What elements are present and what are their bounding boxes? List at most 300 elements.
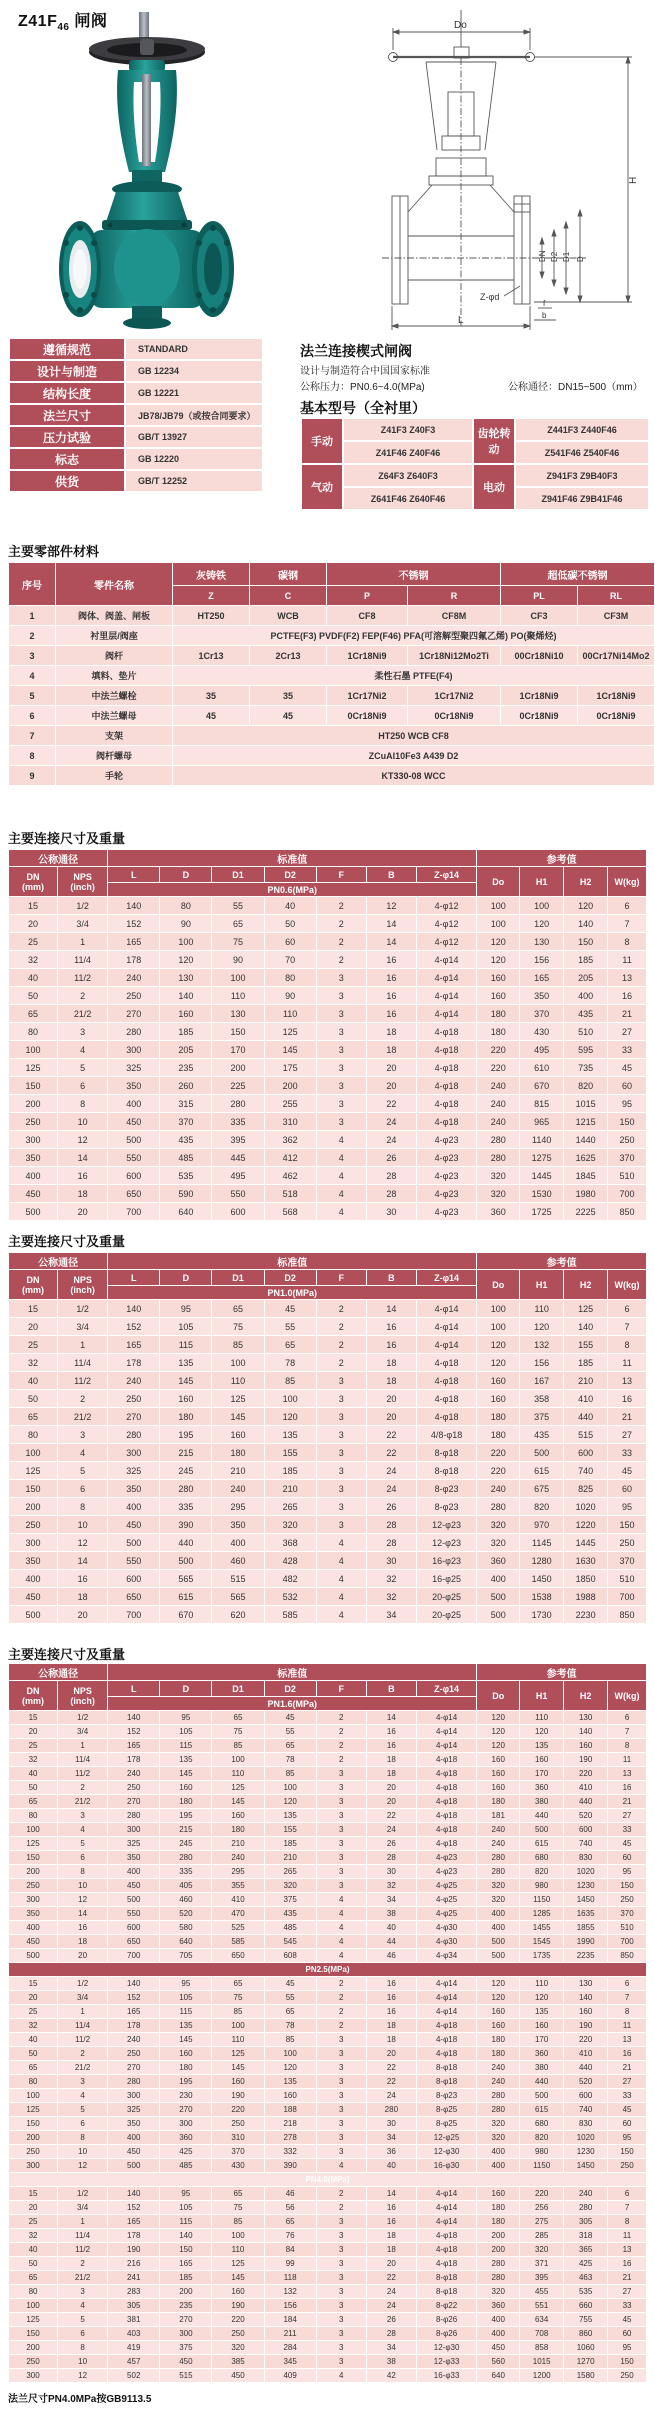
cell: 3 — [317, 2215, 366, 2228]
cell: 3 — [317, 2131, 366, 2144]
cell: 270 — [108, 1005, 159, 1022]
cell: 8-φ23 — [417, 2089, 476, 2102]
cell: 46 — [367, 1949, 416, 1962]
cell: 430 — [212, 2159, 263, 2172]
cell: 3 — [317, 1023, 366, 1040]
cell-material: 1Cr18Ni12Mo2Ti — [408, 646, 500, 665]
cell: 250 — [9, 1113, 57, 1130]
cell: 11/2 — [58, 969, 107, 986]
cell: 2 — [58, 987, 107, 1004]
table-header-row — [9, 867, 646, 882]
cell: 250 — [9, 2355, 57, 2368]
cell: 145 — [212, 2061, 263, 2074]
cell: 3 — [317, 1444, 366, 1461]
standard-label: 结构长度 — [10, 383, 124, 403]
cell: 8 — [608, 2215, 646, 2228]
cell: 20-φ25 — [417, 1606, 476, 1623]
cell: 16-φ30 — [417, 2159, 476, 2172]
cell: 115 — [160, 2005, 211, 2018]
cell: 22 — [367, 1809, 416, 1822]
cell: 370 — [520, 1005, 563, 1022]
table-row — [9, 2257, 646, 2270]
cell: 40 — [9, 2243, 57, 2256]
page-title-name: 闸阀 — [74, 13, 108, 30]
cell: 1060 — [564, 2341, 607, 2354]
cell: 12-φ25 — [417, 2131, 476, 2144]
dim-table-pn06 — [8, 849, 647, 1221]
cell: 4-φ18 — [417, 1041, 476, 1058]
cell: 4 — [58, 2299, 107, 2312]
dim-table-title: 主要连接尺寸及重量 — [8, 1647, 126, 1662]
hdr-Do: Do — [477, 1270, 519, 1299]
cell: 360 — [160, 2131, 211, 2144]
cell: 200 — [212, 1059, 263, 1076]
cell: 250 — [212, 2117, 263, 2130]
cell: 700 — [108, 1203, 159, 1220]
cell: 500 — [108, 1893, 159, 1906]
cell: 1 — [58, 1336, 107, 1353]
cell: 3 — [317, 2327, 366, 2340]
cell-material: 00Cr18Ni10 — [501, 646, 577, 665]
cell: 20 — [367, 1059, 416, 1076]
cell: 6 — [58, 2327, 107, 2340]
cell: 320 — [477, 1534, 519, 1551]
cell: 11 — [608, 2229, 646, 2242]
cell: 11 — [608, 1354, 646, 1371]
cell: 405 — [160, 1879, 211, 1892]
cell: 11 — [608, 951, 646, 968]
cell: 3 — [317, 1462, 366, 1479]
cell: 185 — [564, 951, 607, 968]
cell: 320 — [477, 1893, 519, 1906]
cell: 250 — [108, 2047, 159, 2060]
cell: 280 — [564, 2201, 607, 2214]
cell: 7 — [608, 1725, 646, 1738]
cell: 80 — [9, 1809, 57, 1822]
cell: 4 — [317, 1185, 366, 1202]
cell: 6 — [608, 1711, 646, 1724]
table-row — [9, 987, 646, 1004]
cell-material: 45 — [250, 706, 326, 725]
hdr-dn-text: DN — [26, 1685, 40, 1696]
standard-value: JB78/JB79（或按合同要求） — [126, 405, 262, 425]
cell: 100 — [9, 2299, 57, 2312]
cell: 130 — [212, 1005, 263, 1022]
cell: 45 — [608, 1059, 646, 1076]
cell: 120 — [265, 1795, 316, 1808]
cell: 820 — [564, 1077, 607, 1094]
cell: 14 — [58, 1552, 107, 1569]
table-row — [9, 1336, 646, 1353]
cell: 210 — [212, 1462, 263, 1479]
cell: 10 — [58, 1879, 107, 1892]
hdr-D2: D2 — [265, 1270, 316, 1285]
cell: 608 — [265, 1949, 316, 1962]
cell: 2 — [317, 897, 366, 914]
cell: 4 — [317, 1606, 366, 1623]
cell: 156 — [265, 2299, 316, 2312]
table-row — [9, 2005, 646, 2018]
table-row — [9, 951, 646, 968]
cell: 700 — [608, 1588, 646, 1605]
cell: 4-φ18 — [417, 1113, 476, 1130]
hdr-dn — [9, 1681, 57, 1710]
pn-band: PN1.6(MPa) — [108, 1697, 476, 1710]
cell: 165 — [108, 1336, 159, 1353]
cell: 305 — [564, 2215, 607, 2228]
table-row — [9, 969, 646, 986]
table-row — [10, 361, 262, 381]
cell: 1275 — [520, 1149, 563, 1166]
cell: 450 — [477, 2341, 519, 2354]
cell: 280 — [108, 1426, 159, 1443]
cell: 256 — [520, 2201, 563, 2214]
cell: 450 — [9, 1935, 57, 1948]
table-row — [9, 1977, 646, 1990]
cell: 120 — [477, 951, 519, 968]
cell: 32 — [9, 1354, 57, 1371]
cell: 510 — [608, 1167, 646, 1184]
cell: 178 — [108, 951, 159, 968]
cell: 4-φ12 — [417, 933, 476, 950]
cell: 615 — [520, 1462, 563, 1479]
cell: 1/2 — [58, 2187, 107, 2200]
cell: 500 — [9, 1203, 57, 1220]
cell: 20 — [58, 1203, 107, 1220]
cell: 210 — [265, 1480, 316, 1497]
hdr-nps-unit: (inch) — [70, 1284, 95, 1295]
cell: 755 — [564, 2313, 607, 2326]
cell: 125 — [9, 1059, 57, 1076]
cell: 4-φ25 — [417, 1907, 476, 1920]
cell: 65 — [212, 915, 263, 932]
cell: 56 — [265, 2201, 316, 2214]
cell: 545 — [265, 1935, 316, 1948]
cell: 4-φ18 — [417, 1354, 476, 1371]
cell: 250 — [108, 987, 159, 1004]
cell: 140 — [108, 1711, 159, 1724]
cell: 300 — [108, 1444, 159, 1461]
cell: 3/4 — [58, 1725, 107, 1738]
cell: 105 — [160, 1991, 211, 2004]
cell: 435 — [160, 1131, 211, 1148]
cell: 4-φ18 — [417, 1809, 476, 1822]
cell: 400 — [477, 2313, 519, 2326]
cell: 8-φ18 — [417, 2075, 476, 2088]
cell: 25 — [9, 2215, 57, 2228]
dim-table-pn10 — [8, 1252, 647, 1624]
cell-material: 1Cr18Ni9 — [501, 686, 577, 705]
cell: 965 — [520, 1113, 563, 1130]
cell: 440 — [520, 1809, 563, 1822]
cell: 600 — [564, 1444, 607, 1461]
cell: 240 — [477, 1077, 519, 1094]
hdr-D2: D2 — [265, 867, 316, 882]
cell: 14 — [367, 1711, 416, 1724]
cell: 360 — [477, 1552, 519, 1569]
cell: 2 — [317, 933, 366, 950]
cell: 90 — [212, 951, 263, 968]
cell: 2 — [317, 2201, 366, 2214]
hdr-Z: Z-φ14 — [417, 1270, 476, 1285]
cell: 75 — [212, 1725, 263, 1738]
cell: 250 — [108, 1390, 159, 1407]
cell: 10 — [58, 2355, 107, 2368]
cell: 180 — [212, 1444, 263, 1461]
table-row — [9, 1408, 646, 1425]
cell: 18 — [367, 1023, 416, 1040]
cell: 11/4 — [58, 951, 107, 968]
hdr-Do: Do — [477, 867, 519, 896]
cell: 160 — [477, 1781, 519, 1794]
cell-material-span: KT330-08 WCC — [173, 766, 654, 785]
cell: 18 — [367, 1354, 416, 1371]
cell: 12-φ23 — [417, 1516, 476, 1533]
cell: 18 — [367, 2243, 416, 2256]
cell: 4 — [317, 1534, 366, 1551]
cell: 24 — [367, 2089, 416, 2102]
cell: 585 — [265, 1606, 316, 1623]
cell: 325 — [108, 1837, 159, 1850]
hdr-F: F — [317, 1681, 366, 1696]
cell: 120 — [520, 1991, 563, 2004]
cell: 132 — [265, 2285, 316, 2298]
cell: 185 — [160, 2271, 211, 2284]
cell: 16 — [367, 969, 416, 986]
cell: 120 — [477, 1739, 519, 1752]
cell: 18 — [58, 1588, 107, 1605]
table-row — [9, 2327, 646, 2340]
cell: 1630 — [564, 1552, 607, 1569]
cell: 500 — [108, 1534, 159, 1551]
hdr-D2: D2 — [265, 1681, 316, 1696]
cell: 380 — [520, 1795, 563, 1808]
cell: 450 — [108, 1113, 159, 1130]
cell: 360 — [477, 2299, 519, 2312]
cell: 135 — [160, 1354, 211, 1371]
cell: 184 — [265, 2313, 316, 2326]
cell: 12 — [58, 2159, 107, 2172]
hdr-F: F — [317, 867, 366, 882]
yoke — [117, 60, 177, 172]
cell: 450 — [160, 2355, 211, 2368]
table-row — [9, 1552, 646, 1569]
cell: 284 — [265, 2341, 316, 2354]
cell: 370 — [212, 2145, 263, 2158]
cell: 12 — [58, 2369, 107, 2382]
cell: 24 — [367, 2285, 416, 2298]
cell-no: 5 — [9, 686, 55, 705]
cell: 2 — [317, 1336, 366, 1353]
cell: 350 — [108, 1851, 159, 1864]
cell: 4-φ18 — [417, 1077, 476, 1094]
cell: 615 — [520, 1837, 563, 1850]
cell: 152 — [108, 915, 159, 932]
cell: 500 — [9, 1606, 57, 1623]
cell: 210 — [212, 1837, 263, 1850]
cell: 195 — [160, 1426, 211, 1443]
cell: 390 — [160, 1516, 211, 1533]
cell: 485 — [160, 1149, 211, 1166]
cell: 495 — [520, 1041, 563, 1058]
hdr-dn — [9, 867, 57, 896]
models-table — [300, 417, 650, 511]
cell: 335 — [160, 1865, 211, 1878]
cell: 220 — [520, 2187, 563, 2200]
cell: 11/2 — [58, 1767, 107, 1780]
cell: 495 — [212, 1167, 263, 1184]
cell: 14 — [58, 1149, 107, 1166]
cell: 640 — [160, 1203, 211, 1220]
col-grey-iron: 灰铸铁 — [173, 563, 249, 585]
cell: 240 — [212, 1851, 263, 1864]
cell: 11/4 — [58, 2229, 107, 2242]
cell: 18 — [58, 1185, 107, 1202]
cell: 1015 — [564, 1095, 607, 1112]
cell: 425 — [160, 2145, 211, 2158]
cell: 140 — [160, 987, 211, 1004]
pn-band-row — [9, 2173, 646, 2186]
cell: 100 — [9, 2089, 57, 2102]
cell: 280 — [477, 2271, 519, 2284]
cell: 8 — [608, 933, 646, 950]
cell: 22 — [367, 1095, 416, 1112]
hdr-D1: D1 — [212, 1681, 263, 1696]
cell: 400 — [9, 1167, 57, 1184]
cell: 21/2 — [58, 1408, 107, 1425]
cell: 18 — [367, 2229, 416, 2242]
cell: 16 — [58, 1921, 107, 1934]
cell: 205 — [160, 1041, 211, 1058]
cell: 3 — [317, 2243, 366, 2256]
standard-value: GB 12220 — [126, 449, 262, 469]
cell: 135 — [160, 2019, 211, 2032]
cell: 4 — [317, 1552, 366, 1569]
cell: 4-φ14 — [417, 1991, 476, 2004]
cell: 4-φ14 — [417, 1977, 476, 1990]
cell: 11/2 — [58, 1372, 107, 1389]
cell: 65 — [9, 1005, 57, 1022]
cell: 33 — [608, 1823, 646, 1836]
cell: 100 — [477, 915, 519, 932]
cell: 165 — [520, 969, 563, 986]
cell: 65 — [212, 1711, 263, 1724]
cell: 13 — [608, 2033, 646, 2046]
cell: 15 — [9, 1711, 57, 1724]
table-row — [9, 646, 654, 665]
cell: 565 — [160, 1570, 211, 1587]
cell: 8 — [608, 2005, 646, 2018]
cell: 615 — [160, 1588, 211, 1605]
cell: 220 — [212, 2313, 263, 2326]
cell: 4-φ14 — [417, 1005, 476, 1022]
cell: 165 — [108, 933, 159, 950]
cell: 95 — [160, 1300, 211, 1317]
cell: 18 — [367, 2019, 416, 2032]
cell: 4 — [317, 2369, 366, 2382]
hdr-nominal-bore: 公称通径 — [9, 1664, 107, 1680]
cell: 14 — [58, 1907, 107, 1920]
cell: 160 — [160, 1005, 211, 1022]
cell: 4-φ14 — [417, 2215, 476, 2228]
cell: 371 — [520, 2257, 563, 2270]
cell: 240 — [108, 1372, 159, 1389]
cell: 150 — [608, 1113, 646, 1130]
hdr-dn-unit: (mm) — [22, 1284, 45, 1295]
table-row — [9, 1167, 646, 1184]
cell: 100 — [212, 1354, 263, 1371]
cell: 1150 — [520, 2159, 563, 2172]
cell: 600 — [212, 1203, 263, 1220]
cell: 150 — [9, 2117, 57, 2130]
cell: 180 — [477, 1023, 519, 1040]
cell: 145 — [212, 1408, 263, 1425]
cell: 550 — [108, 1552, 159, 1569]
cell: 145 — [160, 1372, 211, 1389]
cell: 1 — [58, 2005, 107, 2018]
cell: 1015 — [520, 2355, 563, 2368]
cell: 118 — [265, 2271, 316, 2284]
cell: 20 — [58, 1606, 107, 1623]
cell: 450 — [108, 1516, 159, 1533]
cell: 21 — [608, 2061, 646, 2074]
table-row — [10, 383, 262, 403]
cell: 455 — [520, 2285, 563, 2298]
cell-material: 2Cr13 — [250, 646, 326, 665]
hdr-nps — [58, 1270, 107, 1299]
cell: 4 — [317, 1949, 366, 1962]
table-row — [9, 2145, 646, 2158]
cell: 18 — [367, 1753, 416, 1766]
cell: 500 — [108, 2159, 159, 2172]
cell: 18 — [367, 1041, 416, 1058]
cell: 310 — [212, 2131, 263, 2144]
cell: 410 — [564, 1390, 607, 1407]
cell: 160 — [160, 1390, 211, 1407]
cell: 32 — [367, 1879, 416, 1892]
table-row — [9, 2215, 646, 2228]
cell: 1140 — [520, 1131, 563, 1148]
cell: 3 — [317, 1077, 366, 1094]
table-row — [9, 1570, 646, 1587]
cell: 400 — [9, 1921, 57, 1934]
table-row — [10, 427, 262, 447]
cell: 4-φ14 — [417, 1739, 476, 1752]
pn-band: PN1.0(MPa) — [108, 1286, 476, 1299]
dim-label-do: Do — [454, 20, 467, 31]
cell: 120 — [477, 1354, 519, 1371]
hdr-dn-unit: (mm) — [22, 1695, 45, 1706]
cell: 20 — [367, 2047, 416, 2060]
cell: 180 — [477, 2033, 519, 2046]
cell: 245 — [160, 1462, 211, 1479]
cell: 95 — [160, 2187, 211, 2200]
cell: 33 — [608, 2089, 646, 2102]
models-label-pneumatic: 气动 — [302, 465, 342, 509]
valve-body — [59, 221, 234, 329]
cell: 28 — [367, 1516, 416, 1533]
cell: 105 — [160, 2201, 211, 2214]
cell: 3 — [317, 2145, 366, 2158]
cell: 708 — [520, 2327, 563, 2340]
cell: 145 — [212, 2271, 263, 2284]
cell: 5 — [58, 1837, 107, 1850]
cell: 400 — [477, 1570, 519, 1587]
page-title-model: Z41F — [18, 13, 58, 30]
cell: 110 — [520, 1977, 563, 1990]
cell: 300 — [9, 1534, 57, 1551]
cell: 15 — [9, 1300, 57, 1317]
